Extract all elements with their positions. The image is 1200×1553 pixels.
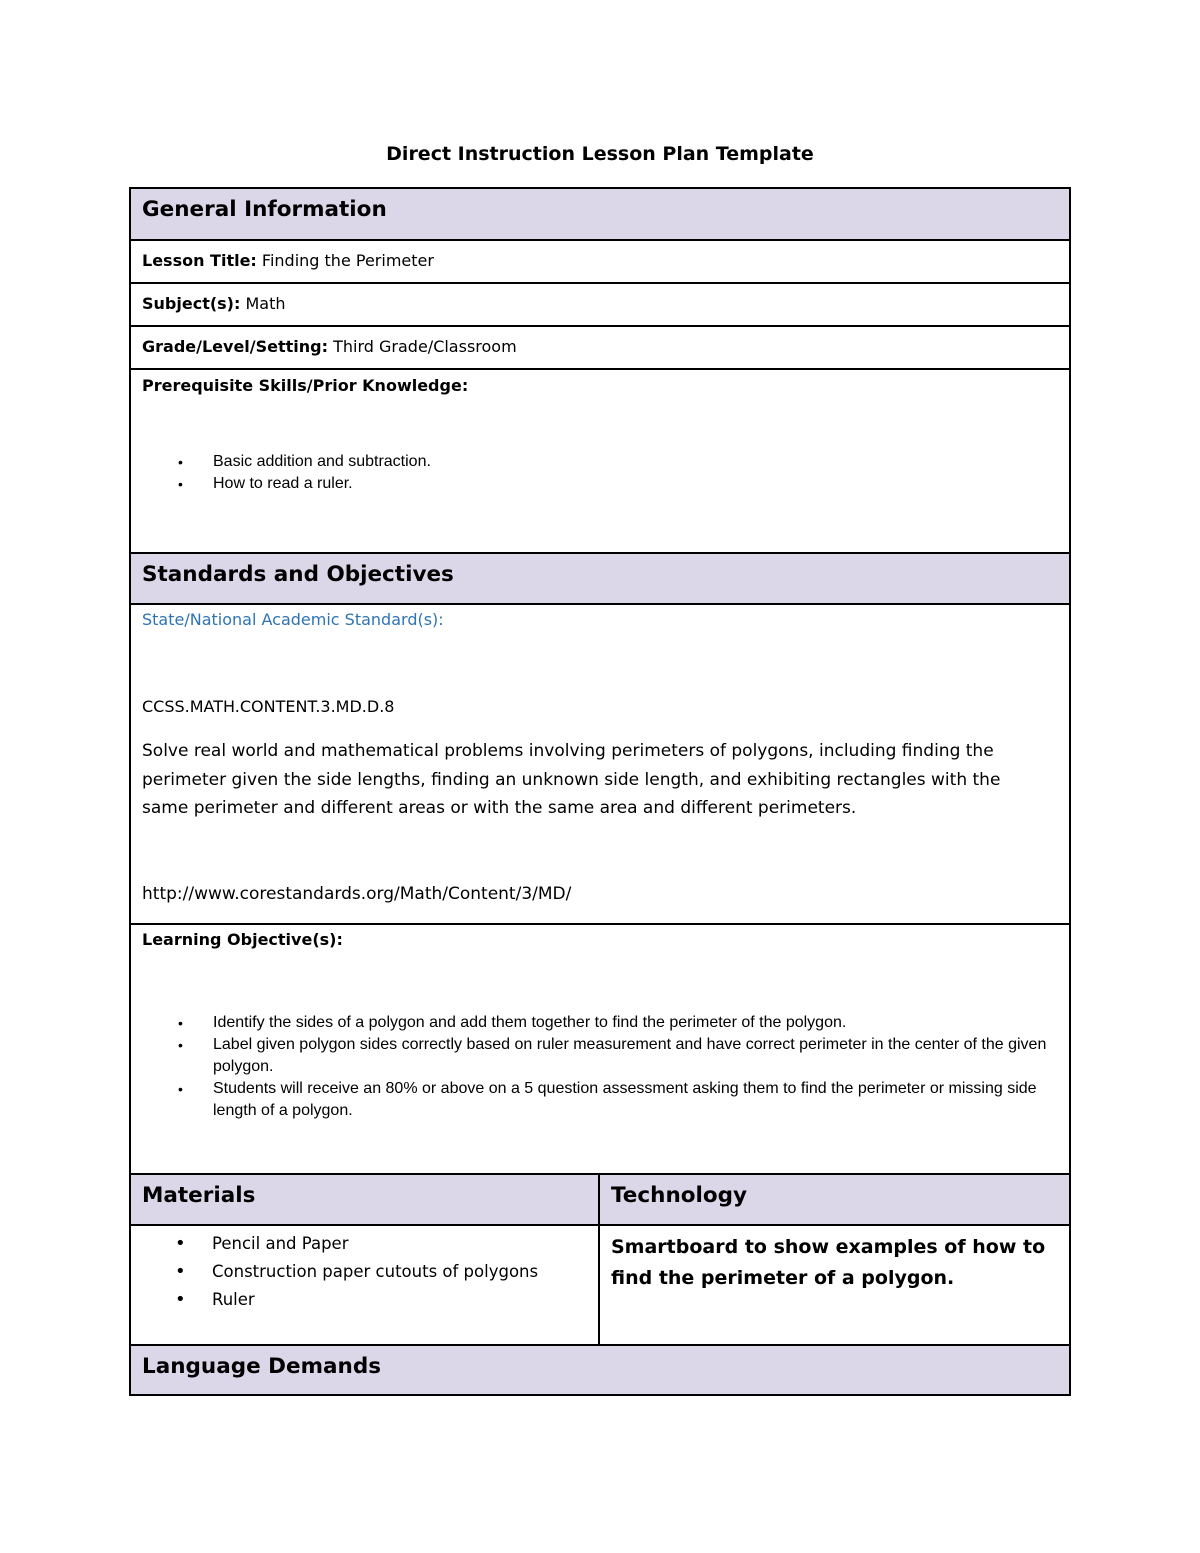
grade-label: Grade/Level/Setting: (142, 337, 329, 356)
learning-objectives-row (131, 923, 1069, 1173)
learning-objectives-list (131, 1012, 1059, 1122)
lesson-title-value: Finding the Perimeter (256, 251, 434, 270)
standards-objectives-header (131, 552, 1069, 603)
standards-objectives-heading: Standards and Objectives (142, 562, 454, 587)
learning-objectives-label: Learning Objective(s): (142, 930, 343, 949)
standards-link[interactable]: http://www.corestandards.org/Math/Content/3/MD/ (142, 884, 572, 904)
grade-level-setting-row (131, 325, 1069, 368)
prerequisite-label: Prerequisite Skills/Prior Knowledge: (142, 376, 469, 395)
document-title: Direct Instruction Lesson Plan Template (386, 143, 814, 165)
list-item: • Students will receive an 80% or above on a 5 question assessment asking them to find the perimeter or missing side length of a polygon. (131, 1078, 1059, 1122)
list-item: • Ruler (131, 1286, 538, 1314)
materials-technology-header (131, 1173, 1069, 1224)
list-item: • Pencil and Paper (131, 1230, 538, 1258)
lesson-title-row (131, 239, 1069, 282)
materials-technology-row (131, 1224, 1069, 1344)
academic-standards-row (131, 603, 1069, 923)
standard-description: Solve real world and mathematical problems involving perimeters of polygons, including finding the perimeter given the side lengths, finding an unknown side length, and exhibiting rectangles with the same perimeter and different areas or with the same area and different perimeters. (142, 741, 1001, 818)
list-item: • Basic addition and subtraction. (131, 451, 1059, 473)
language-demands-header (131, 1344, 1069, 1394)
prerequisite-skills-row (131, 368, 1069, 552)
list-item: • Identify the sides of a polygon and add them together to find the perimeter of the polygon. (131, 1012, 1059, 1034)
subjects-label: Subject(s): (142, 294, 241, 313)
language-demands-heading: Language Demands (142, 1354, 382, 1379)
academic-standards-label: State/National Academic Standard(s): (142, 610, 444, 629)
prerequisite-list (131, 451, 1059, 495)
materials-heading: Materials (142, 1183, 256, 1208)
list-item: • How to read a ruler. (131, 473, 1059, 495)
grade-value: Third Grade/Classroom (328, 337, 517, 356)
lesson-plan-table (129, 187, 1071, 1396)
general-information-header (131, 189, 1069, 239)
list-item: • Construction paper cutouts of polygons (131, 1258, 538, 1286)
technology-text: Smartboard to show examples of how to find the perimeter of a polygon. (611, 1236, 1046, 1289)
standard-code: CCSS.MATH.CONTENT.3.MD.D.8 (142, 697, 395, 716)
technology-heading: Technology (611, 1183, 748, 1208)
subjects-row (131, 282, 1069, 325)
subjects-value: Math (240, 294, 286, 313)
list-item: • Label given polygon sides correctly based on ruler measurement and have correct perimeter in the center of the given polygon. (131, 1034, 1059, 1078)
general-information-heading: General Information (142, 197, 387, 222)
lesson-title-label: Lesson Title: (142, 251, 257, 270)
materials-list (131, 1230, 538, 1314)
